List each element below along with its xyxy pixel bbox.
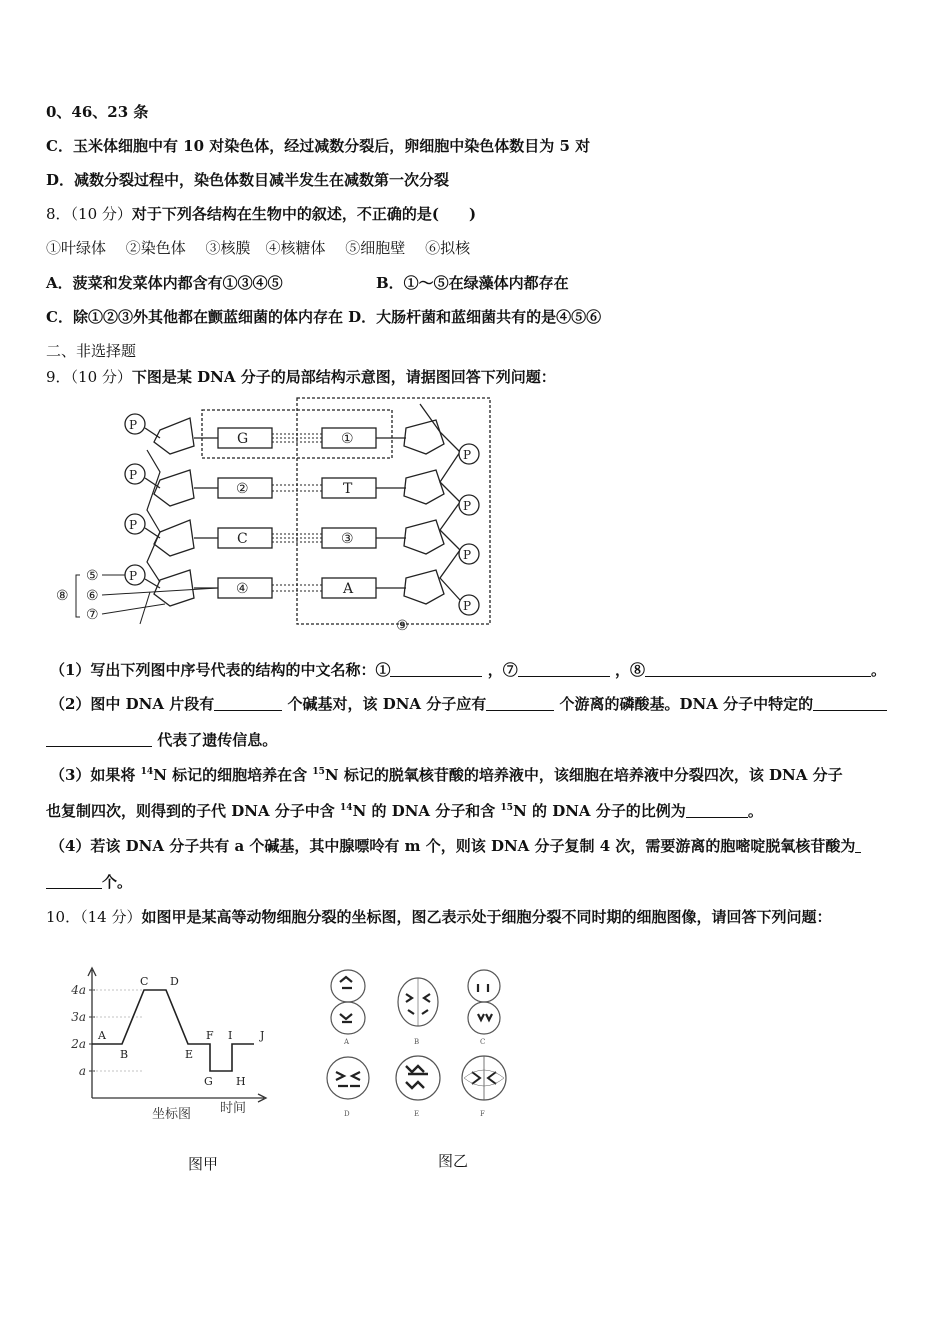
q9-part2: （2）图中 DNA 片段有 个碱基对，该 DNA 分子应有 个游离的磷酸基。DNA 分子中特定的 <box>50 694 887 714</box>
svg-text:P: P <box>129 418 138 432</box>
base-right-2: T <box>343 481 353 497</box>
q9-part3-cont: 也复制四次，则得到的子代 DNA 分子中含 $^{14}$N 的 DNA 分子和含 $^{15}$N 的 DNA 分子的比例为 。 <box>46 802 763 820</box>
option-c-line: C．玉米体细胞中有 10 对染色体，经过减数分裂后，卵细胞中染色体数目为 5 对 <box>46 137 591 155</box>
q8-option-cd: C．除①②③外其他都在颤蓝细菌的体内存在 D．大肠杆菌和蓝细菌共有的是④⑤⑥ <box>46 308 602 326</box>
label-5: ⑤ <box>86 568 99 584</box>
cell-c <box>468 970 500 1046</box>
ytick-label-2: 2a <box>71 1037 86 1051</box>
q8-option-b: B．①～⑤在绿藻体内都存在 <box>376 274 569 292</box>
ytick-label-3: 3a <box>71 1010 86 1024</box>
chromosome-coordinate-chart <box>60 962 280 1122</box>
point-label-B: B <box>120 1048 129 1061</box>
ytick-label-4: 4a <box>71 983 86 997</box>
right-bases <box>322 428 376 598</box>
cell-e <box>396 1056 440 1118</box>
blank-2-3[interactable] <box>813 696 887 711</box>
base-right-1: ① <box>341 431 354 447</box>
label-8: ⑧ <box>56 588 69 604</box>
svg-text:C: C <box>480 1038 486 1046</box>
figure-a-caption: 图甲 <box>188 1155 219 1173</box>
pentagon-right-2 <box>404 470 444 504</box>
point-label-J: J <box>260 1029 265 1042</box>
q8-stem: 8．（10 分）对于下列各结构在生物中的叙述，不正确的是( ) <box>46 205 477 223</box>
base-left-2: ② <box>236 481 249 497</box>
blank-4-1b[interactable] <box>46 874 102 889</box>
svg-text:F: F <box>480 1110 485 1118</box>
point-label-C: C <box>140 975 149 988</box>
point-label-E: E <box>185 1048 194 1061</box>
blank-2-2[interactable] <box>486 696 554 711</box>
point-label-I: I <box>228 1029 233 1042</box>
q9-part1: （1）写出下列图中序号代表的结构的中文名称：① ，⑦ ，⑧ 。 <box>50 661 886 679</box>
label-7: ⑦ <box>86 607 99 623</box>
svg-text:P: P <box>463 548 472 562</box>
label-6: ⑥ <box>86 588 99 604</box>
q8-structure-list: ①叶绿体 ②染色体 ③核膜 ④核糖体 ⑤细胞壁 ⑥拟核 <box>46 239 471 257</box>
base-left-4: ④ <box>236 581 249 597</box>
point-label-G: G <box>204 1075 213 1088</box>
q8-option-a: A．菠菜和发菜体内都含有①③④⑤ <box>46 274 283 292</box>
q9-stem: 9．（10 分）下图是某 DNA 分子的局部结构示意图，请据图回答下列问题： <box>46 368 556 386</box>
point-label-D: D <box>170 975 179 988</box>
q9-part4-cont: 个。 <box>46 872 132 892</box>
svg-text:P: P <box>463 448 472 462</box>
right-nucleotides <box>376 420 444 604</box>
svg-text:P: P <box>129 518 138 532</box>
blank-1-8[interactable] <box>645 662 871 677</box>
chart-xlabel: 时间 <box>220 1101 247 1116</box>
svg-text:P: P <box>463 599 472 613</box>
cell-b <box>398 978 438 1046</box>
point-label-F: F <box>206 1029 214 1042</box>
dna-structure-diagram <box>0 392 950 632</box>
svg-text:A: A <box>344 1038 350 1046</box>
left-nucleotides <box>154 418 218 606</box>
point-label-H: H <box>236 1075 246 1088</box>
q9-part2-cont: 代表了遗传信息。 <box>46 730 277 750</box>
cell-a <box>331 970 365 1046</box>
q9-part4: （4）若该 DNA 分子共有 a 个碱基，其中腺嘌呤有 m 个，则该 DNA 分子复制 4 次，需要游离的胞嘧啶脱氧核苷酸为 <box>50 836 861 856</box>
base-right-3: ③ <box>341 531 354 547</box>
figure-b-caption: 图乙 <box>438 1152 469 1170</box>
point-label-A: A <box>98 1029 106 1042</box>
right-phosphates <box>459 444 479 615</box>
svg-text:E: E <box>414 1110 420 1118</box>
ytick-label-1: a <box>78 1064 86 1078</box>
option-0-line: 0、46、23 条 <box>46 103 149 121</box>
box-label-9: ⑨ <box>396 618 409 632</box>
left-bases <box>218 428 272 598</box>
blank-2-1[interactable] <box>214 696 282 711</box>
option-d-line: D．减数分裂过程中，染色体数目减半发生在减数第一次分裂 <box>46 171 450 189</box>
svg-text:B: B <box>414 1038 420 1046</box>
svg-text:P: P <box>129 569 138 583</box>
section-title: 二、非选择题 <box>46 342 137 360</box>
cell-d <box>327 1057 369 1118</box>
q9-part3: （3）如果将 $^{14}$N 标记的细胞培养在含 $^{15}$N 标记的脱氧核苷酸的培养液中，该细胞在培养液中分裂四次，该 DNA 分子 <box>50 766 843 784</box>
base-left-1: G <box>237 431 249 447</box>
blank-3-1[interactable] <box>686 803 748 818</box>
base-left-3: C <box>237 531 248 547</box>
pentagon-right-4 <box>404 570 444 604</box>
pentagon-left-1 <box>154 418 194 454</box>
blank-4-1a[interactable] <box>855 838 861 853</box>
svg-text:P: P <box>463 499 472 513</box>
blank-1-1[interactable] <box>390 662 482 677</box>
cell-division-images <box>322 966 522 1126</box>
svg-text:P: P <box>129 468 138 482</box>
q10-stem: 10．（14 分）如图甲是某高等动物细胞分裂的坐标图，图乙表示处于细胞分裂不同时期的细胞图像，请回答下列问题： <box>46 908 832 926</box>
blank-2-4[interactable] <box>46 732 152 747</box>
base-right-4: A <box>343 581 354 597</box>
cell-f <box>462 1056 506 1118</box>
pentagon-right-1 <box>404 420 444 454</box>
blank-1-7[interactable] <box>518 662 610 677</box>
svg-text:D: D <box>344 1110 350 1118</box>
chart-title: 坐标图 <box>152 1107 192 1122</box>
pentagon-right-3 <box>404 520 444 554</box>
